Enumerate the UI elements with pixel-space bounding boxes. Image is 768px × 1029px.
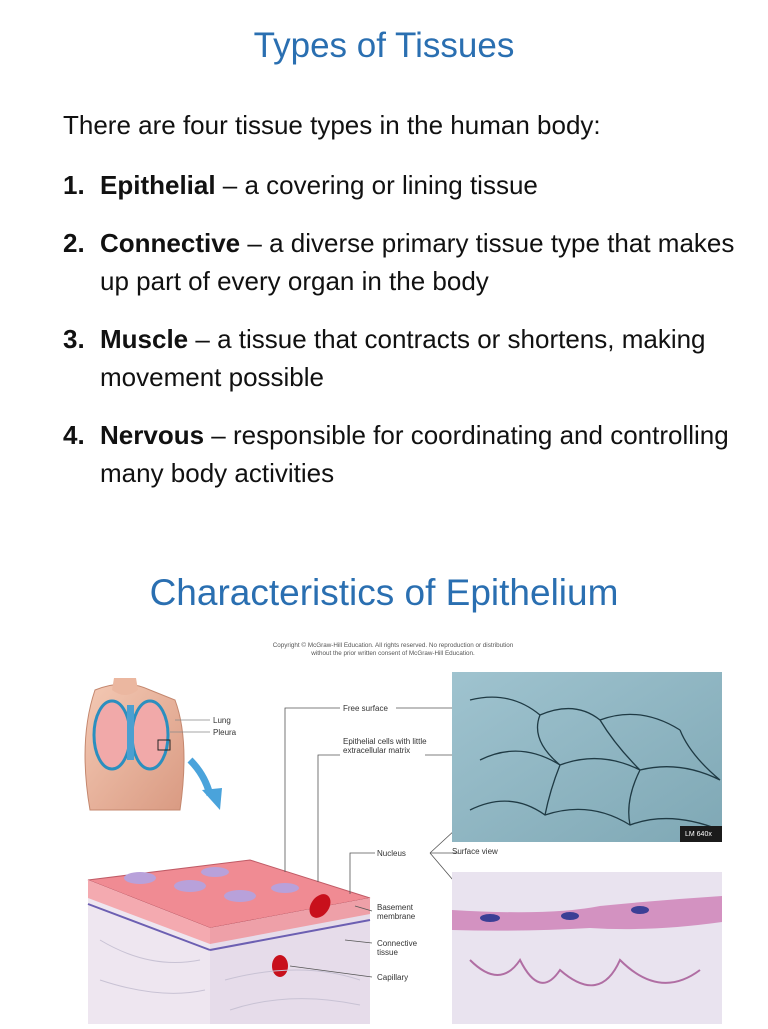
- side-view-micrograph: [452, 872, 722, 1024]
- list-number: 2.: [63, 228, 85, 258]
- list-number: 3.: [63, 324, 85, 354]
- epithelium-illustration: [0, 660, 768, 1024]
- list-description: – a covering or lining tissue: [215, 170, 538, 200]
- label-lung: Lung: [213, 716, 231, 725]
- label-connective-tissue: Connective tissue: [377, 939, 418, 957]
- list-number: 4.: [63, 420, 85, 450]
- torso-illustration: [85, 678, 184, 810]
- surface-view-micrograph: [452, 672, 722, 842]
- label-free-surface: Free surface: [343, 704, 388, 713]
- list-term: Connective: [100, 228, 241, 258]
- slide-title-types-of-tissues: Types of Tissues: [253, 26, 515, 65]
- epithelium-figure: [0, 660, 768, 1024]
- list-item-connective: [63, 224, 743, 300]
- label-capillary: Capillary: [377, 973, 409, 982]
- label-nucleus: Nucleus: [377, 849, 406, 858]
- label-surface-view: Surface view: [452, 847, 498, 856]
- list-description: – responsible for coordinating and controlling many body activities: [100, 420, 729, 488]
- tissue-type-list: [63, 166, 743, 512]
- label-magnification: LM 640x: [685, 831, 712, 838]
- list-item-nervous: [63, 416, 743, 492]
- label-epithelial-cells: Epithelial cells with little extracellular matrix: [343, 737, 427, 755]
- list-item-muscle: [63, 320, 743, 396]
- list-term: Nervous: [100, 420, 205, 450]
- slide-title-characteristics-of-epithelium: Characteristics of Epithelium: [149, 572, 619, 613]
- intro-text: There are four tissue types in the human body:: [63, 110, 601, 140]
- zoom-arrow-head: [202, 788, 222, 810]
- epithelium-block-diagram: [88, 860, 370, 1024]
- list-description: – a diverse primary tissue type that makes up part of every organ in the body: [100, 228, 735, 296]
- list-item-epithelial: [63, 166, 743, 204]
- list-number: 1.: [63, 170, 85, 200]
- copyright-notice: Copyright © McGraw-Hill Education. All rights reserved. No reproduction or distribution without the prior written consent of McGraw-Hill Education.: [272, 642, 514, 657]
- list-term: Epithelial: [100, 170, 216, 200]
- label-pleura: Pleura: [213, 728, 237, 737]
- list-term: Muscle: [100, 324, 189, 354]
- label-basement-membrane: Basement membrane: [377, 903, 416, 921]
- list-description: – a tissue that contracts or shortens, making movement possible: [100, 324, 706, 392]
